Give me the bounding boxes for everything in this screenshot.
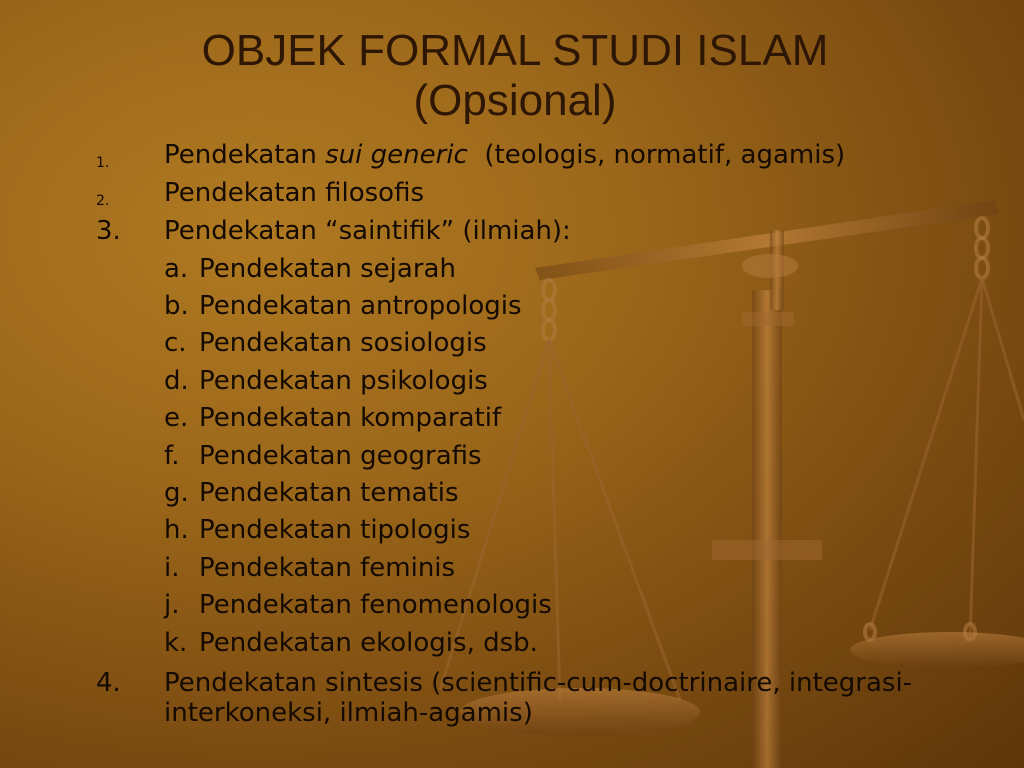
list-number: 1. bbox=[96, 155, 110, 171]
list-text-line-2: interkoneksi, ilmiah-agamis) bbox=[164, 698, 533, 728]
list-text: Pendekatan sui generic (teologis, normatif, agamis) bbox=[164, 140, 846, 170]
title-line-2: (Opsional) bbox=[413, 76, 617, 125]
list-text-line-1: Pendekatan sintesis (scientific-cum-doctrinaire, integrasi- bbox=[164, 668, 913, 698]
slide: OBJEK FORMAL STUDI ISLAM (Opsional) 1. Pendekatan sui generic (teologis, normatif, agamis) 2. Pendekatan filosofis 3. Pendekatan “saintifik” (ilmiah): a. Pendekatan sejarah b. Pendekatan antropologis c. Pendekatan sosiologis d. Pendekatan psikologis e. Pendekatan komparatif f. Pendekatan geografis g. Pendekatan tematis h. Pendekatan tipologis i. Pendekatan feminis j. Pendekatan fenomenologis k. Pendekatan ekologis, dsb. 4. Pendekatan sintesis (scientific-cum-doctrinaire, integrasi- interkoneksi, ilmiah-agamis) bbox=[0, 0, 1024, 768]
list-number: 3. bbox=[96, 216, 121, 246]
list-text: Pendekatan “saintifik” (ilmiah): bbox=[164, 216, 571, 246]
title-line-1: OBJEK FORMAL STUDI ISLAM bbox=[201, 26, 829, 75]
list-number: 4. bbox=[96, 668, 121, 698]
italic-term: sui generic bbox=[325, 140, 468, 170]
list-number: 2. bbox=[96, 193, 110, 209]
slide-title bbox=[120, 26, 910, 126]
list-text: Pendekatan filosofis bbox=[164, 178, 425, 208]
